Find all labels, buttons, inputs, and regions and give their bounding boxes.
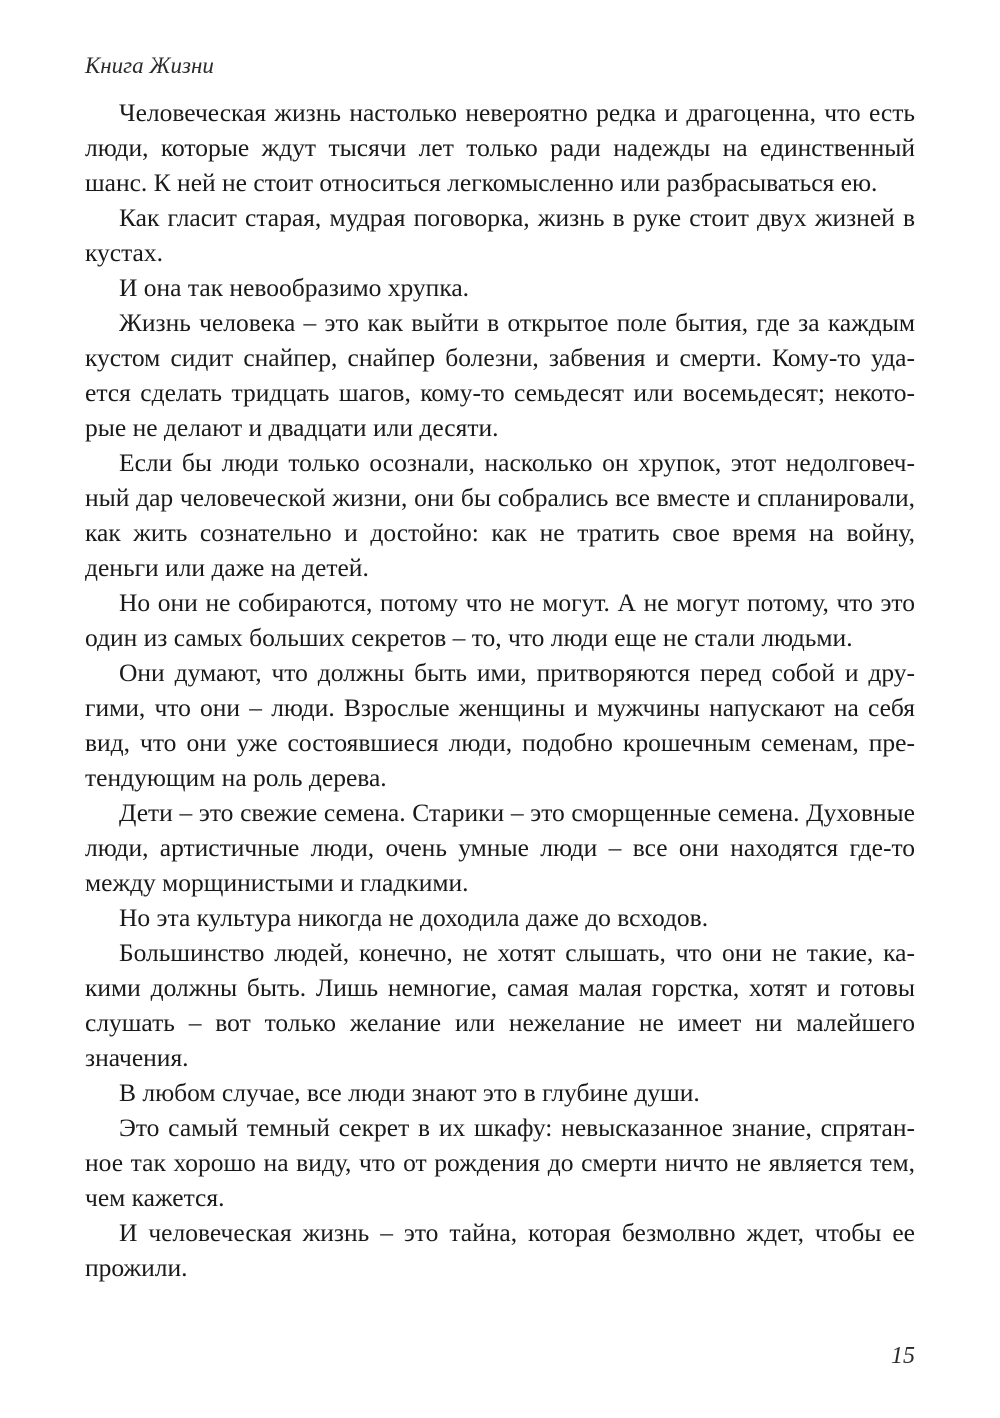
paragraph: Если бы люди только осознали, насколько он хрупок, этот недолговечный дар человеческой жизни, они бы собрались все вместе и спланировали, как жить сознательно и достойно: как не тратить свое время на войну, деньги или даже на детей. xyxy=(85,448,915,582)
paragraph: Они думают, что должны быть ими, притворяются перед собой и другими, что они – люди. Взрослые женщины и мужчины напускают на себя вид, что они уже состоявшиеся люди, подобно крошечным семенам, претендующим на роль дерева. xyxy=(85,658,915,792)
paragraph: Но они не собираются, потому что не могут. А не могут потому, что это один из самых больших секретов – то, что люди еще не стали людьми. xyxy=(85,588,915,652)
paragraph: Дети – это свежие семена. Старики – это сморщенные семена. Духовные люди, артистичные люди, очень умные люди – все они находятся где-то между морщинистыми и гладкими. xyxy=(85,798,915,897)
paragraph: Как гласит старая, мудрая поговорка, жизнь в руке стоит двух жизней в кустах. xyxy=(85,203,915,267)
paragraph: Но эта культура никогда не доходила даже до всходов. xyxy=(119,903,709,932)
body-text xyxy=(85,95,915,1285)
paragraph: Жизнь человека – это как выйти в открытое поле бытия, где за каждым кустом сидит снайпер, снайпер болезни, забвения и смерти. Кому-то удается сделать тридцать шагов, кому-то семьдесят или восемьдесят; некоторые не делают и двадцати или десяти. xyxy=(85,308,915,442)
paragraph: И человеческая жизнь – это тайна, которая безмолвно ждет, чтобы ее прожили. xyxy=(85,1218,915,1282)
paragraph: Большинство людей, конечно, не хотят слышать, что они не такие, какими должны быть. Лишь немногие, самая малая горстка, хотят и готовы слушать – вот только желание или нежелание не имеет ни малейшего значения. xyxy=(85,938,915,1072)
paragraph: В любом случае, все люди знают это в глубине души. xyxy=(119,1078,700,1107)
book-page xyxy=(85,0,915,1418)
running-head: Книга Жизни xyxy=(85,53,214,78)
page-number: 15 xyxy=(891,1343,915,1369)
paragraph: Это самый темный секрет в их шкафу: невысказанное знание, спрятанное так хорошо на виду, что от рождения до смерти ничто не является тем, чем кажется. xyxy=(85,1113,915,1212)
paragraph: И она так невообразимо хрупка. xyxy=(119,273,470,302)
paragraph: Человеческая жизнь настолько невероятно редка и драгоценна, что есть люди, которые ждут тысячи лет только ради надежды на единственный шанс. К ней не стоит относиться легкомысленно или разбрасываться ею. xyxy=(85,98,915,197)
